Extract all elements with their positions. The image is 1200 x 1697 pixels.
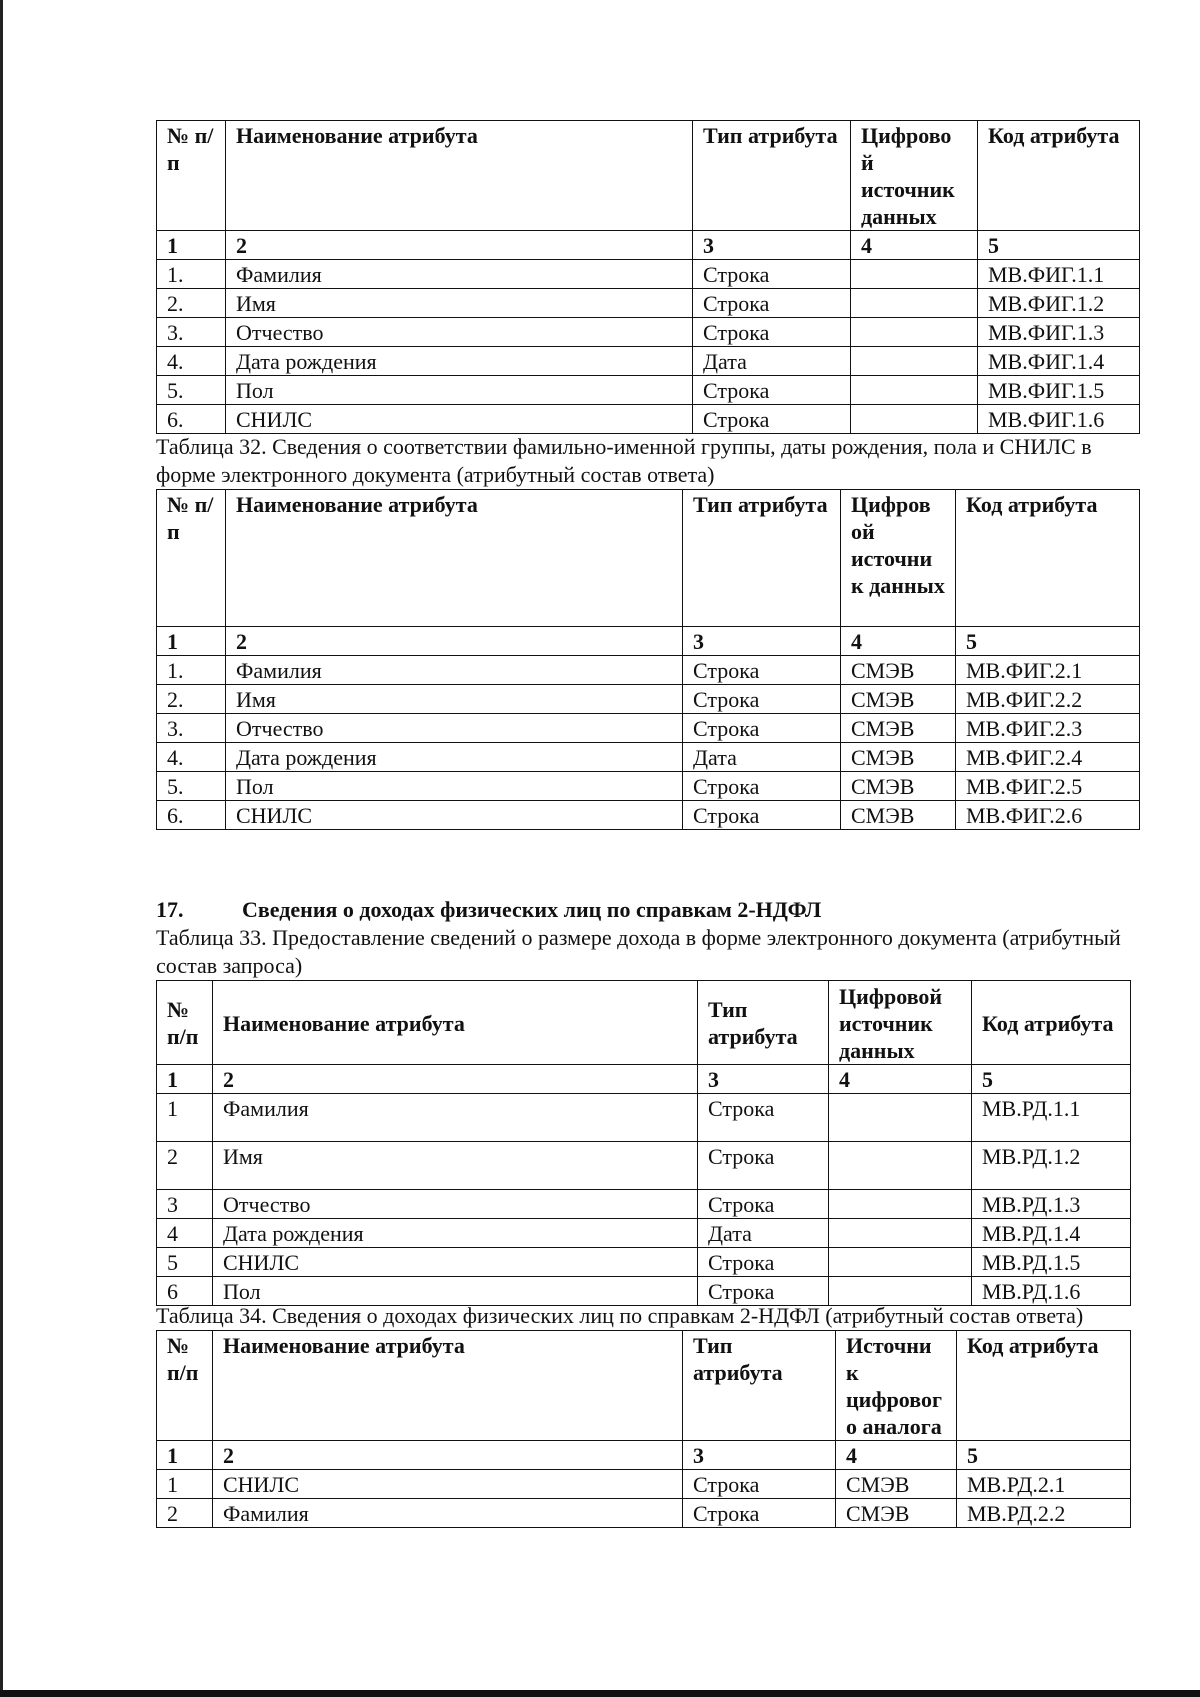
- cell-name: Пол: [213, 1277, 698, 1306]
- table-34-block: [156, 1302, 1130, 1528]
- cell-type: Дата: [698, 1219, 829, 1248]
- table-row: [157, 801, 1140, 830]
- section-heading: [156, 896, 1130, 924]
- cell-code: МВ.РД.2.2: [957, 1499, 1131, 1528]
- section-number: 17.: [156, 897, 184, 922]
- table-row: [157, 1470, 1131, 1499]
- table-row: [157, 743, 1140, 772]
- cell-number: 6: [157, 1277, 213, 1306]
- cell-number: 4.: [157, 347, 226, 376]
- table-32-block: [156, 433, 1139, 830]
- cell-name: Дата рождения: [226, 743, 683, 772]
- cell-type: Дата: [683, 743, 841, 772]
- cell-code: МВ.ФИГ.2.5: [956, 772, 1140, 801]
- cell-code: МВ.РД.2.1: [957, 1470, 1131, 1499]
- scan-edge-left: [0, 0, 3, 1697]
- table-row: [157, 260, 1140, 289]
- cell-code: МВ.РД.1.4: [972, 1219, 1131, 1248]
- column-number: 5: [957, 1441, 1131, 1470]
- table-34: [156, 1330, 1131, 1528]
- cell-name: Фамилия: [213, 1499, 683, 1528]
- header-cell-name: Наименование атрибута: [226, 121, 693, 231]
- cell-name: СНИЛС: [213, 1470, 683, 1499]
- header-cell-code: Код атрибута: [957, 1331, 1131, 1441]
- cell-source: СМЭВ: [841, 772, 956, 801]
- cell-code: МВ.ФИГ.1.2: [978, 289, 1140, 318]
- cell-name: Фамилия: [226, 260, 693, 289]
- table-33-caption: Таблица 33. Предоставление сведений о размере дохода в форме электронного документа (атрибутный состав запроса): [156, 925, 1121, 978]
- cell-number: 2: [157, 1142, 213, 1190]
- scan-edge-bottom: [0, 1690, 1200, 1697]
- column-number: 4: [851, 231, 978, 260]
- cell-number: 4: [157, 1219, 213, 1248]
- column-number: 2: [226, 231, 693, 260]
- table-row: [157, 656, 1140, 685]
- column-number-row: [157, 231, 1140, 260]
- column-number: 1: [157, 627, 226, 656]
- cell-type: Строка: [693, 260, 851, 289]
- table-row: [157, 714, 1140, 743]
- cell-source: СМЭВ: [836, 1499, 957, 1528]
- header-cell-number: № п/п: [157, 121, 226, 231]
- cell-code: МВ.ФИГ.1.5: [978, 376, 1140, 405]
- column-number: 1: [157, 1065, 213, 1094]
- cell-source: [829, 1248, 972, 1277]
- cell-number: 1: [157, 1094, 213, 1142]
- cell-type: Строка: [698, 1248, 829, 1277]
- cell-name: Дата рождения: [213, 1219, 698, 1248]
- table-row: [157, 1190, 1131, 1219]
- cell-name: Отчество: [226, 318, 693, 347]
- header-cell-type: Тип атрибута: [698, 981, 829, 1065]
- table-header-row: [157, 981, 1131, 1065]
- column-number: 3: [683, 627, 841, 656]
- header-cell-type: Тип атрибута: [683, 1331, 836, 1441]
- column-number: 4: [836, 1441, 957, 1470]
- cell-source: СМЭВ: [841, 743, 956, 772]
- cell-type: Строка: [698, 1142, 829, 1190]
- header-cell-name: Наименование атрибута: [213, 1331, 683, 1441]
- table-32: [156, 489, 1140, 830]
- cell-name: Имя: [213, 1142, 698, 1190]
- cell-source: [851, 318, 978, 347]
- header-cell-code: Код атрибута: [978, 121, 1140, 231]
- table-33: [156, 980, 1131, 1306]
- column-number: 2: [226, 627, 683, 656]
- column-number: 1: [157, 1441, 213, 1470]
- column-number: 5: [972, 1065, 1131, 1094]
- cell-source: СМЭВ: [841, 656, 956, 685]
- section-title: Сведения о доходах физических лиц по справкам 2-НДФЛ: [242, 897, 822, 922]
- header-cell-type: Тип атрибута: [683, 490, 841, 627]
- cell-number: 6.: [157, 801, 226, 830]
- cell-type: Строка: [693, 289, 851, 318]
- cell-source: [829, 1142, 972, 1190]
- table-row: [157, 1142, 1131, 1190]
- cell-type: Строка: [683, 772, 841, 801]
- cell-type: Строка: [683, 685, 841, 714]
- cell-type: Строка: [683, 656, 841, 685]
- cell-name: Пол: [226, 772, 683, 801]
- header-cell-number: № п/п: [157, 490, 226, 627]
- header-cell-source: Цифровой источник данных: [829, 981, 972, 1065]
- cell-source: СМЭВ: [841, 801, 956, 830]
- table-row: [157, 1248, 1131, 1277]
- header-cell-source: Источни к цифровог о аналога: [836, 1331, 957, 1441]
- cell-source: [829, 1094, 972, 1142]
- table-row: [157, 347, 1140, 376]
- cell-number: 3.: [157, 714, 226, 743]
- cell-type: Строка: [698, 1094, 829, 1142]
- cell-source: [851, 347, 978, 376]
- cell-number: 1.: [157, 260, 226, 289]
- table-header-row: [157, 1331, 1131, 1441]
- cell-name: СНИЛС: [226, 405, 693, 434]
- column-number-row: [157, 1065, 1131, 1094]
- table-row: [157, 289, 1140, 318]
- column-number: 1: [157, 231, 226, 260]
- table-34-caption: Таблица 34. Сведения о доходах физических лиц по справкам 2-НДФЛ (атрибутный состав ответа): [156, 1303, 1084, 1328]
- cell-number: 4.: [157, 743, 226, 772]
- column-number-row: [157, 627, 1140, 656]
- cell-type: Строка: [698, 1277, 829, 1306]
- cell-source: [829, 1219, 972, 1248]
- cell-source: СМЭВ: [841, 685, 956, 714]
- cell-number: 3: [157, 1190, 213, 1219]
- column-number: 2: [213, 1065, 698, 1094]
- header-cell-source: Цифров ой источни к данных: [841, 490, 956, 627]
- cell-type: Строка: [683, 1470, 836, 1499]
- cell-name: Имя: [226, 289, 693, 318]
- column-number: 3: [698, 1065, 829, 1094]
- cell-name: СНИЛС: [213, 1248, 698, 1277]
- table-row: [157, 318, 1140, 347]
- cell-source: [829, 1190, 972, 1219]
- section-17-block: [156, 896, 1130, 1306]
- cell-number: 2.: [157, 685, 226, 714]
- cell-code: МВ.РД.1.6: [972, 1277, 1131, 1306]
- table-32-caption: Таблица 32. Сведения о соответствии фамильно-именной группы, даты рождения, пола и СНИЛС в форме электронного документа (атрибутный состав ответа): [156, 434, 1092, 487]
- cell-name: СНИЛС: [226, 801, 683, 830]
- cell-number: 3.: [157, 318, 226, 347]
- table-header-row: [157, 121, 1140, 231]
- header-cell-source: Цифрово й источник данных: [851, 121, 978, 231]
- cell-code: МВ.ФИГ.2.4: [956, 743, 1140, 772]
- cell-type: Строка: [693, 318, 851, 347]
- cell-name: Отчество: [213, 1190, 698, 1219]
- cell-code: МВ.ФИГ.1.4: [978, 347, 1140, 376]
- header-cell-number: № п/п: [157, 981, 213, 1065]
- cell-code: МВ.РД.1.2: [972, 1142, 1131, 1190]
- header-cell-code: Код атрибута: [956, 490, 1140, 627]
- cell-number: 1.: [157, 656, 226, 685]
- header-cell-type: Тип атрибута: [693, 121, 851, 231]
- cell-name: Пол: [226, 376, 693, 405]
- cell-code: МВ.РД.1.1: [972, 1094, 1131, 1142]
- cell-name: Отчество: [226, 714, 683, 743]
- cell-number: 5: [157, 1248, 213, 1277]
- cell-source: [851, 405, 978, 434]
- cell-code: МВ.РД.1.5: [972, 1248, 1131, 1277]
- column-number-row: [157, 1441, 1131, 1470]
- header-cell-number: № п/п: [157, 1331, 213, 1441]
- cell-type: Строка: [683, 714, 841, 743]
- cell-number: 5.: [157, 376, 226, 405]
- table-31: [156, 120, 1140, 434]
- cell-code: МВ.ФИГ.2.3: [956, 714, 1140, 743]
- cell-source: [851, 260, 978, 289]
- cell-number: 1: [157, 1470, 213, 1499]
- header-cell-name: Наименование атрибута: [226, 490, 683, 627]
- cell-name: Дата рождения: [226, 347, 693, 376]
- cell-type: Строка: [693, 405, 851, 434]
- cell-source: СМЭВ: [841, 714, 956, 743]
- cell-code: МВ.РД.1.3: [972, 1190, 1131, 1219]
- column-number: 3: [693, 231, 851, 260]
- table-row: [157, 376, 1140, 405]
- cell-name: Фамилия: [226, 656, 683, 685]
- table-row: [157, 1094, 1131, 1142]
- cell-code: МВ.ФИГ.2.1: [956, 656, 1140, 685]
- cell-code: МВ.ФИГ.1.6: [978, 405, 1140, 434]
- column-number: 2: [213, 1441, 683, 1470]
- header-cell-name: Наименование атрибута: [213, 981, 698, 1065]
- cell-number: 5.: [157, 772, 226, 801]
- column-number: 5: [956, 627, 1140, 656]
- cell-source: СМЭВ: [836, 1470, 957, 1499]
- cell-type: Строка: [698, 1190, 829, 1219]
- column-number: 4: [841, 627, 956, 656]
- cell-type: Строка: [683, 801, 841, 830]
- cell-type: Дата: [693, 347, 851, 376]
- column-number: 4: [829, 1065, 972, 1094]
- cell-code: МВ.ФИГ.2.6: [956, 801, 1140, 830]
- table-header-row: [157, 490, 1140, 627]
- header-cell-code: Код атрибута: [972, 981, 1131, 1065]
- column-number: 3: [683, 1441, 836, 1470]
- cell-source: [851, 289, 978, 318]
- cell-type: Строка: [693, 376, 851, 405]
- cell-name: Имя: [226, 685, 683, 714]
- cell-code: МВ.ФИГ.2.2: [956, 685, 1140, 714]
- table-row: [157, 772, 1140, 801]
- table-row: [157, 405, 1140, 434]
- cell-number: 2: [157, 1499, 213, 1528]
- cell-number: 6.: [157, 405, 226, 434]
- table-31-block: [156, 120, 1139, 434]
- cell-source: [851, 376, 978, 405]
- cell-type: Строка: [683, 1499, 836, 1528]
- column-number: 5: [978, 231, 1140, 260]
- table-row: [157, 1499, 1131, 1528]
- cell-code: МВ.ФИГ.1.3: [978, 318, 1140, 347]
- cell-number: 2.: [157, 289, 226, 318]
- cell-name: Фамилия: [213, 1094, 698, 1142]
- table-row: [157, 1219, 1131, 1248]
- table-row: [157, 685, 1140, 714]
- cell-code: МВ.ФИГ.1.1: [978, 260, 1140, 289]
